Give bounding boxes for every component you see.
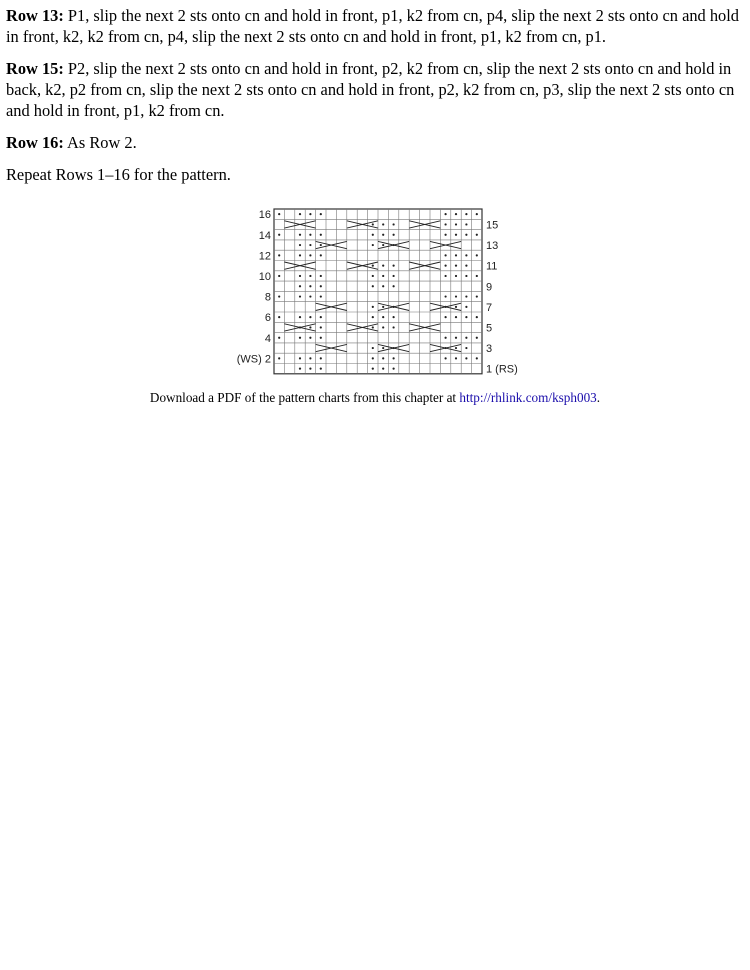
purl-dot xyxy=(382,326,384,328)
purl-dot xyxy=(382,357,384,359)
purl-dot xyxy=(445,254,447,256)
purl-dot xyxy=(465,254,467,256)
purl-dot xyxy=(445,357,447,359)
row-16-paragraph xyxy=(6,132,744,153)
purl-dot xyxy=(455,316,457,318)
purl-dot xyxy=(445,295,447,297)
purl-dot xyxy=(393,368,395,370)
purl-dot xyxy=(465,316,467,318)
row-label-right: 13 xyxy=(486,240,499,253)
purl-dot xyxy=(476,295,478,297)
purl-dot xyxy=(299,285,301,287)
purl-dot xyxy=(309,368,311,370)
purl-dot xyxy=(465,306,467,308)
purl-dot xyxy=(476,213,478,215)
chart-pdf-link[interactable]: http://rhlink.com/ksph003 xyxy=(459,390,597,405)
purl-dot xyxy=(445,223,447,225)
purl-dot xyxy=(299,337,301,339)
row-label-right: 9 xyxy=(486,281,493,294)
purl-dot xyxy=(455,234,457,236)
purl-dot xyxy=(382,223,384,225)
purl-dot xyxy=(372,316,374,318)
purl-dot xyxy=(382,368,384,370)
row-label-left: (WS) 2 xyxy=(236,353,271,366)
purl-dot xyxy=(278,213,280,215)
purl-dot xyxy=(455,275,457,277)
purl-dot xyxy=(299,244,301,246)
purl-dot xyxy=(320,244,322,246)
purl-dot xyxy=(382,285,384,287)
row-16-text: As Row 2. xyxy=(63,133,137,152)
purl-dot xyxy=(445,316,447,318)
purl-dot xyxy=(372,347,374,349)
purl-dot xyxy=(372,368,374,370)
purl-dot xyxy=(455,306,457,308)
purl-dot xyxy=(320,275,322,277)
purl-dot xyxy=(476,234,478,236)
purl-dot xyxy=(309,295,311,297)
purl-dot xyxy=(278,234,280,236)
caption xyxy=(0,390,750,406)
purl-dot xyxy=(372,223,374,225)
purl-dot xyxy=(382,265,384,267)
row-label-left: 12 xyxy=(258,250,271,263)
purl-dot xyxy=(476,275,478,277)
purl-dot xyxy=(445,275,447,277)
purl-dot xyxy=(382,244,384,246)
purl-dot xyxy=(455,265,457,267)
row-label-right: 5 xyxy=(486,322,493,335)
purl-dot xyxy=(382,234,384,236)
purl-dot xyxy=(309,337,311,339)
purl-dot xyxy=(393,223,395,225)
row-13-paragraph xyxy=(6,5,744,47)
purl-dot xyxy=(278,275,280,277)
pattern-text xyxy=(6,5,744,196)
purl-dot xyxy=(299,275,301,277)
purl-dot xyxy=(465,275,467,277)
row-label-left: 4 xyxy=(264,332,271,345)
purl-dot xyxy=(309,285,311,287)
stitch-chart xyxy=(229,205,529,377)
purl-dot xyxy=(465,265,467,267)
purl-dot xyxy=(455,213,457,215)
caption-text: Download a PDF of the pattern charts from this chapter at xyxy=(149,390,460,405)
purl-dot xyxy=(393,234,395,236)
purl-dot xyxy=(465,234,467,236)
purl-dot xyxy=(309,275,311,277)
purl-dot xyxy=(299,368,301,370)
purl-dot xyxy=(309,316,311,318)
purl-dot xyxy=(465,337,467,339)
purl-dot xyxy=(320,368,322,370)
purl-dot xyxy=(393,316,395,318)
purl-dot xyxy=(320,295,322,297)
purl-dot xyxy=(278,295,280,297)
purl-dot xyxy=(372,234,374,236)
purl-dot xyxy=(309,244,311,246)
purl-dot xyxy=(476,357,478,359)
purl-dot xyxy=(278,316,280,318)
row-15-label: Row 15: xyxy=(6,59,64,78)
purl-dot xyxy=(382,316,384,318)
row-16-label: Row 16: xyxy=(6,133,64,152)
purl-dot xyxy=(372,244,374,246)
purl-dot xyxy=(372,326,374,328)
row-label-right: 11 xyxy=(486,260,498,273)
row-label-right: 15 xyxy=(486,219,499,232)
purl-dot xyxy=(372,265,374,267)
purl-dot xyxy=(309,326,311,328)
purl-dot xyxy=(455,254,457,256)
purl-dot xyxy=(299,316,301,318)
purl-dot xyxy=(299,357,301,359)
purl-dot xyxy=(309,254,311,256)
purl-dot xyxy=(476,337,478,339)
purl-dot xyxy=(465,347,467,349)
row-label-left: 6 xyxy=(264,312,271,325)
row-label-left: 10 xyxy=(258,270,271,283)
purl-dot xyxy=(320,213,322,215)
stitch-chart-svg xyxy=(229,205,529,377)
repeat-text: Repeat Rows 1–16 for the pattern. xyxy=(6,165,231,184)
purl-dot xyxy=(382,275,384,277)
purl-dot xyxy=(320,316,322,318)
row-15-paragraph xyxy=(6,58,744,121)
purl-dot xyxy=(299,234,301,236)
purl-dot xyxy=(455,337,457,339)
purl-dot xyxy=(476,254,478,256)
purl-dot xyxy=(445,213,447,215)
purl-dot xyxy=(455,347,457,349)
purl-dot xyxy=(278,254,280,256)
purl-dot xyxy=(455,357,457,359)
purl-dot xyxy=(445,337,447,339)
purl-dot xyxy=(372,275,374,277)
row-label-right: 1 (RS) xyxy=(486,363,518,376)
purl-dot xyxy=(299,295,301,297)
purl-dot xyxy=(372,357,374,359)
purl-dot xyxy=(299,213,301,215)
purl-dot xyxy=(320,326,322,328)
purl-dot xyxy=(445,265,447,267)
purl-dot xyxy=(372,285,374,287)
row-label-left: 14 xyxy=(258,229,271,242)
purl-dot xyxy=(278,357,280,359)
purl-dot xyxy=(299,254,301,256)
caption-end: . xyxy=(596,390,601,405)
purl-dot xyxy=(320,254,322,256)
purl-dot xyxy=(372,306,374,308)
row-label-right: 7 xyxy=(486,301,493,314)
row-13-label: Row 13: xyxy=(6,6,64,25)
purl-dot xyxy=(278,337,280,339)
purl-dot xyxy=(320,285,322,287)
purl-dot xyxy=(382,347,384,349)
purl-dot xyxy=(382,306,384,308)
purl-dot xyxy=(309,357,311,359)
purl-dot xyxy=(320,357,322,359)
purl-dot xyxy=(320,234,322,236)
row-label-right: 3 xyxy=(486,343,493,356)
row-label-left: 16 xyxy=(258,209,271,222)
purl-dot xyxy=(465,357,467,359)
purl-dot xyxy=(393,275,395,277)
row-13-text: P1, slip the next 2 sts onto cn and hold in front, p1, k2 from cn, p4, slip the next 2 sts onto cn and hold in front, k2, k2 from cn, p4, slip the next 2 sts onto cn and hold in front, p1, k2 from cn, p1. xyxy=(6,6,739,46)
purl-dot xyxy=(309,234,311,236)
purl-dot xyxy=(393,265,395,267)
purl-dot xyxy=(445,234,447,236)
purl-dot xyxy=(465,295,467,297)
purl-dot xyxy=(455,223,457,225)
purl-dot xyxy=(393,357,395,359)
purl-dot xyxy=(476,316,478,318)
row-label-left: 8 xyxy=(264,291,271,304)
purl-dot xyxy=(465,223,467,225)
purl-dot xyxy=(309,213,311,215)
purl-dot xyxy=(393,285,395,287)
row-15-text: P2, slip the next 2 sts onto cn and hold in front, p2, k2 from cn, slip the next 2 sts onto cn and hold in back, k2, p2 from cn, slip the next 2 sts onto cn and hold in front, p2, k2 from cn, p3, slip the next 2 sts onto cn and hold in front, p1, k2 from cn. xyxy=(6,59,735,120)
purl-dot xyxy=(320,337,322,339)
purl-dot xyxy=(455,295,457,297)
purl-dot xyxy=(465,213,467,215)
purl-dot xyxy=(393,326,395,328)
repeat-paragraph xyxy=(6,164,744,185)
